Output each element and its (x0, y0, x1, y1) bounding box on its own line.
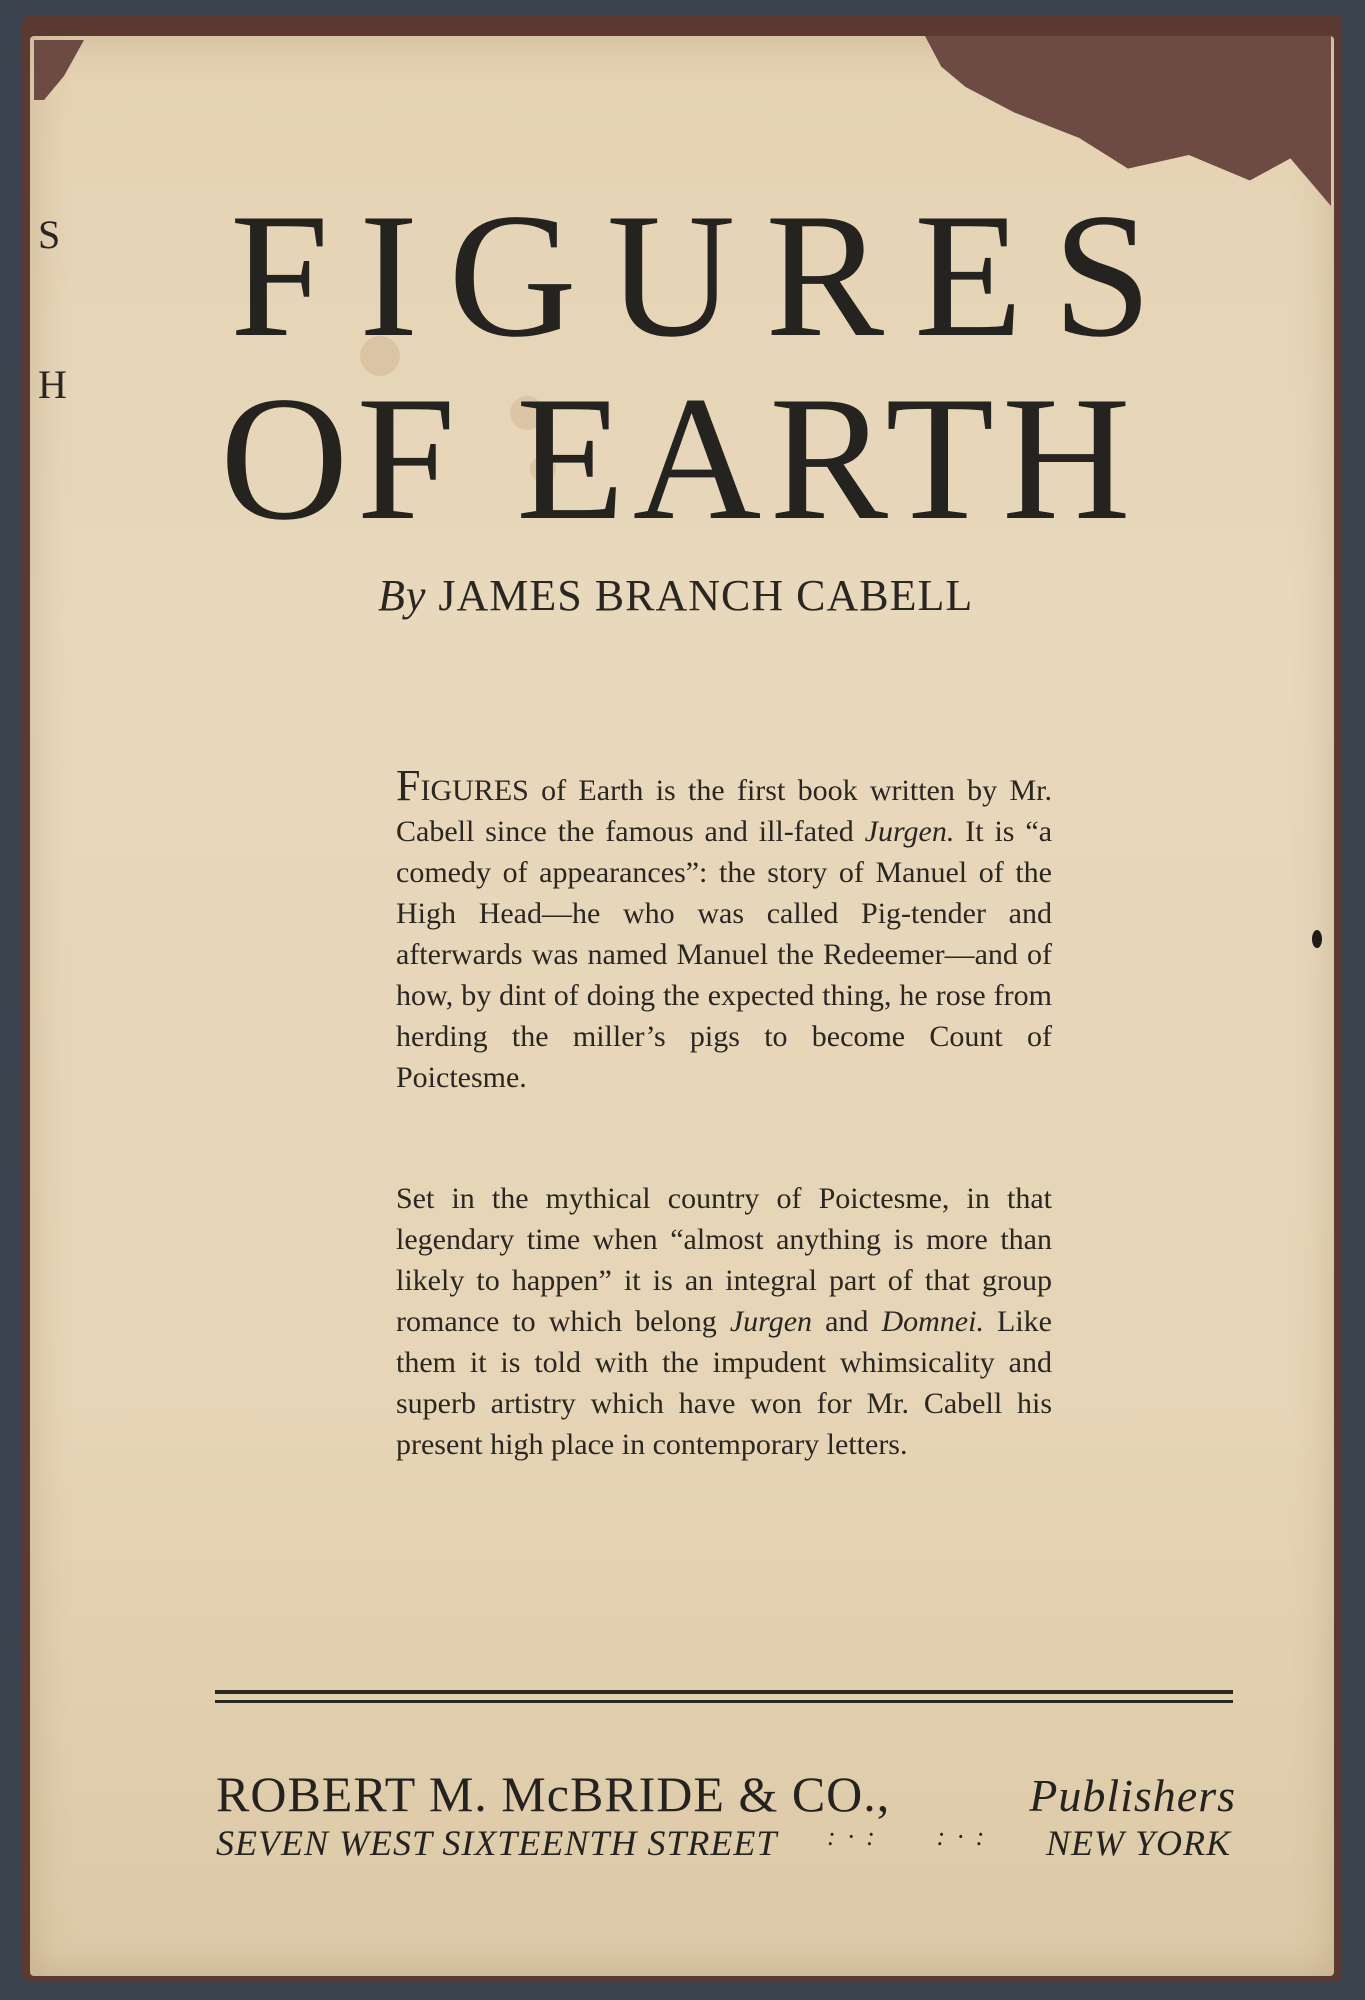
book-title-line-2: OF EARTH (220, 359, 1139, 557)
blurb-text: Set in the mythical country of Poictesme, in that legendary time when “almost anything is more than likely to happen” it is an integral part of that group romance to which belong (396, 1182, 1052, 1338)
byline-prefix: By (378, 571, 427, 620)
divider-rule (215, 1690, 1233, 1694)
blurb-text: Like them it is told with the impudent whimsicality and superb artistry which have won for Mr. Cabell his present high place in contemporary letters. (396, 1305, 1052, 1461)
city: NEW YORK (1045, 1823, 1231, 1863)
drop-cap: F (396, 761, 421, 810)
street-address: SEVEN WEST SIXTEENTH STREET (216, 1823, 778, 1863)
blurb-paragraph-1 (396, 761, 1053, 1098)
blurb-paragraph-2 (396, 1178, 1052, 1465)
book-title-reference: Domnei. (881, 1305, 984, 1338)
author-name: JAMES BRANCH CABELL (438, 571, 974, 620)
author-byline (378, 570, 973, 621)
publisher-address (216, 1822, 1231, 1864)
publisher-name: ROBERT M. McBRIDE & CO., (216, 1766, 891, 1822)
ornament: :·: (936, 1822, 997, 1851)
divider-rule (215, 1700, 1233, 1703)
blurb-text: It is “a comedy of appearances”: the story of Manuel of the High Head—he who was called Pig-tender and afterwards was named Manuel the Redeemer—and of how, by dint of doing the expected thing, he rose from herding the miller’s pigs to become Count of Poictesme. (396, 815, 1053, 1094)
spine-letter: S (38, 212, 61, 257)
publisher-imprint (216, 1765, 1236, 1823)
book-title-line-1: FIGURES (230, 176, 1182, 374)
blurb-text: IGURES of Earth is the first book written by Mr. Cabell since the famous and ill-fated (396, 774, 1052, 848)
ornament: :·: (827, 1822, 887, 1851)
spine-letter: H (38, 362, 67, 407)
blurb-text: and (812, 1305, 882, 1338)
wormhole-mark (1312, 930, 1322, 948)
book-title-reference: Jurgen (729, 1305, 813, 1338)
publisher-suffix: Publishers (1029, 1770, 1236, 1821)
book-title-reference: Jurgen. (864, 815, 955, 848)
